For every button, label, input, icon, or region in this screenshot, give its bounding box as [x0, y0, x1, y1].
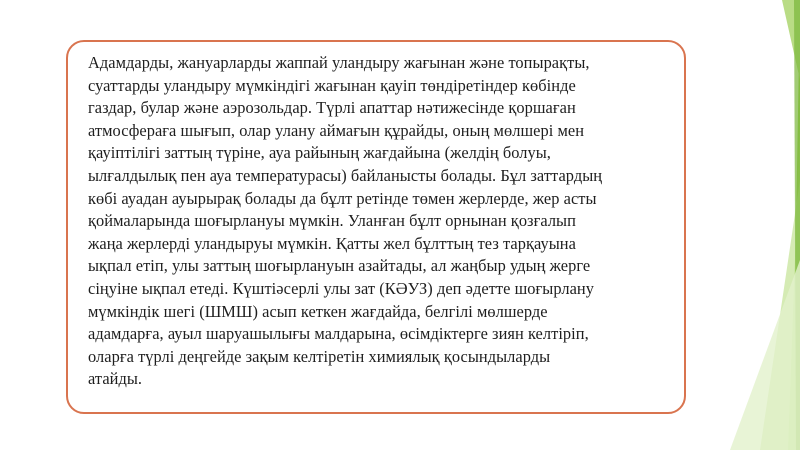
text-box	[66, 40, 686, 414]
body-text: Адамдарды, жануарларды жаппай уландыру жағынан және топырақты, суаттарды уландыру мүмкіндігі жағынан қауіп төндіретіндер көбінде газдар, булар және аэрозольдар. Түрлі апаттар нәтижесінде қоршаған атмосфераға шығып, олар улану аймағын құрайды, оның мөлшері мен қауіптілігі заттың түріне, ауа райының жағдайына (желдің болуы, ылғалдылық пен ауа температурасы) байланысты болады. Бұл заттардың көбі ауадан ауырырақ болады да бұлт ретінде төмен жерлерде, жер асты қоймаларында шоғырлануы мүмкін. Уланған бұлт орнынан қозғалып жаңа жерлерді уландыруы мүмкін. Қатты жел бұлттың тез тарқауына ықпал етіп, улы заттың шоғырлануын азайтады, ал жаңбыр удың жерге сіңуіне ықпал етеді. Күштіәсерлі улы зат (КӘУЗ) деп әдетте шоғырлану мүмкіндік шегі (ШМШ) асып кеткен жағдайда, белгілі мөлшерде адамдарға, ауыл шаруашылығы малдарына, өсімдіктерге зиян келтіріп, оларға түрлі деңгейде зақым келтіретін химиялық қосындыларды атайды.	[88, 53, 603, 389]
